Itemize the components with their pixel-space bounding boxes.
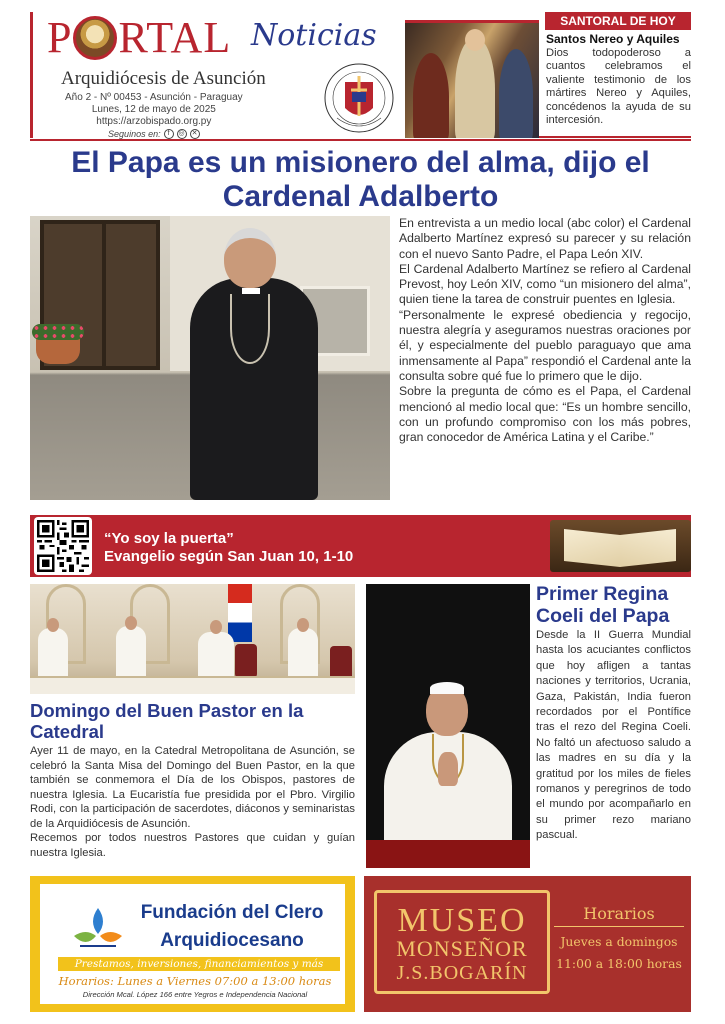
domingo-paragraph: Recemos por todos nuestros Pastores que cuidan y guían nuestra Iglesia. [30,832,355,859]
gospel-reference: Evangelio según San Juan 10, 1-10 [104,548,354,565]
photo-chair [235,644,257,678]
fundacion-name-line1: Fundación del Clero [140,902,324,923]
priest-head [297,618,309,632]
main-paragraph: El Cardenal Adalberto Martínez se refiero al Cardenal Prevost, hoy León XIV, como “un misionero del alma”, quien tiene la tarea de construir puentes en Iglesia. [399,261,691,307]
gospel-banner[interactable] [30,515,691,577]
fundacion-hours: Horarios: Lunes a Viernes 07:00 a 13:00 horas [58,974,332,988]
altar [30,676,355,694]
regina-headline[interactable]: Primer Regina Coeli del Papa [536,583,670,627]
cardinal-head [224,228,276,288]
balcony-drape [366,840,530,868]
museo-title-box [374,890,550,994]
photo-chair [330,646,352,680]
praying-hands [438,752,458,786]
open-bible-icon [550,520,691,572]
museo-monsenor: MONSEÑOR [396,936,528,961]
saints-name: Santos Nereo y Aquiles [546,32,680,46]
priest-head [125,616,137,630]
instagram-icon[interactable]: ◎ [178,130,185,137]
saints-painting [405,20,539,138]
masthead [30,12,400,138]
fundacion-logo-icon [70,906,126,954]
website-link[interactable]: https://arzobispado.org.py [96,116,212,127]
bible-page-left [564,529,620,567]
museo-hours-title: Horarios [554,904,684,927]
fundacion-address: Dirección Mcal. López 166 entre Yegros e Independencia Nacional [82,990,308,999]
fundacion-clero-ad[interactable] [30,876,355,1012]
cardinal-photo[interactable] [30,216,390,500]
issue-date: Lunes, 12 de mayo de 2025 [91,104,216,115]
museo-time: 11:00 a 18:00 horas [556,956,682,971]
x-twitter-icon[interactable]: ✕ [190,129,200,139]
museo-days: Jueves a domingos [560,934,678,949]
logo-letter-p: P [47,13,73,62]
gospel-quote: “Yo soy la puerta” [104,530,234,547]
virgin-icon [73,16,117,60]
museo-word: MUSEO [397,902,527,939]
archdiocese-name: Arquidiócesis de Asunción [61,68,266,89]
archdiocese-seal-icon [323,62,395,138]
priest-head [210,620,222,634]
qr-code-icon[interactable] [34,517,92,575]
logo-noticias: Noticias [251,18,377,53]
main-headline[interactable]: El Papa es un misionero del alma, dijo el Cardenal Adalberto [71,146,650,213]
photo-door-split [102,220,106,370]
regina-body: Desde la II Guerra Mundial hasta los acuciantes conflictos que hoy afligen a tantas naciones y territorios, Ucrania, Gaza, Pakistán, India fueron recordados por el Pontífice tras el rezo del Regina Coeli. No faltó un afectuoso saludo a las madres en su día y la gratitud por los miles de fieles romanos y peregrinos de todo el mundo por acompañarlo en su primer rezo mariano pascual. [536,629,691,842]
main-story-body [399,216,691,445]
issue-info [65,92,243,140]
issue-line: Año 2 - Nº 00453 - Asunción - Paraguay [65,92,243,103]
fundacion-name-line2: Arquidiocesano [160,930,304,951]
portal-logo[interactable] [47,14,231,64]
main-paragraph: En entrevista a un medio local (abc color) el Cardenal Adalberto Martínez expresó su parecer y su relación con el nuevo Santo Padre, el Papa León XIV. [399,216,691,261]
photo-flowers [32,324,84,340]
museo-bogarin-ad[interactable] [364,876,691,1012]
santoral-section [405,12,691,138]
pope-photo[interactable] [366,584,530,868]
priest-head [47,618,59,632]
domingo-body [30,744,355,860]
domingo-paragraph: Ayer 11 de mayo, en la Catedral Metropolitana de Asunción, se celebró la Santa Misa del Domingo del Buen Pastor, en la que también se conmemora el Día de los Obispos, pastores de nuestra Iglesia. La Eucaristía fue presidida por el Pbro. Virgilio Rodi, con la participación de sacerdotes, diáconos y seminaristas de la Arquidiócesis de Asunción. [30,745,355,830]
fundacion-services: Prestamos, inversiones, financiamientos y más [58,957,340,971]
header-divider [30,139,691,141]
museo-bogarin-name: J.S.BOGARÍN [396,962,528,984]
zucchetto [430,682,464,694]
domingo-headline[interactable]: Domingo del Buen Pastor en la Catedral [30,700,304,742]
qr-code-graphic [37,520,89,572]
facebook-icon[interactable]: f [164,129,174,139]
cathedral-mass-photo[interactable] [30,584,355,694]
main-paragraph: “Personalmente le expresé obediencia y regocijo, nuestra alegría y aseguramos nuestras oraciones por él, y especialmente del pueblo paraguayo que ama inmensamente al Papa” respondió el Cardenal ante la consulta sobre qué fue lo primero que le dijo. [399,307,691,383]
santoral-header: SANTORAL DE HOY [545,12,691,30]
pectoral-cross-chain [230,294,270,364]
bible-page-right [620,529,676,567]
paraguay-flag [228,584,252,642]
follow-label: Seguinos en: [108,129,161,139]
logo-letters-rtal: RTAL [118,13,232,62]
main-paragraph: Sobre la pregunta de cómo es el Papa, el Cardenal mencionó al medio local que: “Es un hombre sencillo, con un profundo compromiso con los más pobres, gran conocedor de América Latina y el Caribe.” [399,384,691,445]
santoral-prayer: Dios todopoderoso a cuantos celebramos el valiente testimonio de los mártires Nereo y Aquiles, concédenos la ayuda de su intercesión. [546,47,691,127]
fundacion-ad-card [40,884,345,1004]
